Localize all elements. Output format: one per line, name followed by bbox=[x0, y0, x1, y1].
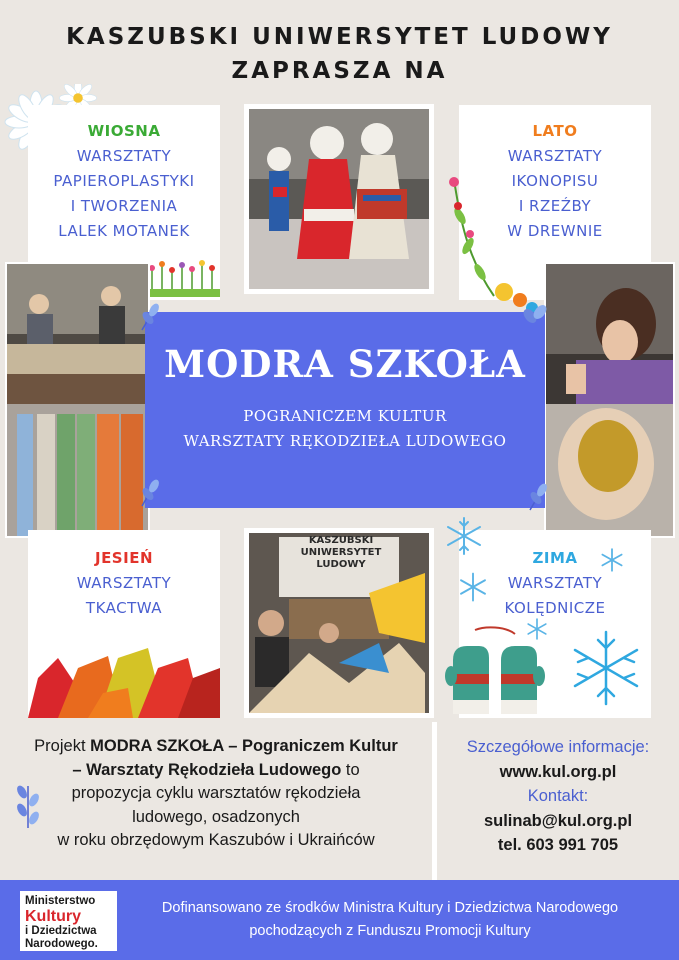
project-description bbox=[0, 735, 432, 867]
sign-line3: LUDOWY bbox=[316, 559, 366, 570]
spring-line3: I TWORZENIA bbox=[70, 197, 178, 215]
logo-line4: Narodowego. bbox=[25, 938, 98, 950]
snowflake-icon bbox=[444, 516, 484, 556]
contact-info bbox=[437, 735, 679, 858]
leaf-branch-icon bbox=[526, 482, 552, 512]
flower-branch-icon bbox=[446, 176, 546, 318]
page-header bbox=[0, 20, 679, 88]
tulip-flowers-icon bbox=[146, 257, 220, 297]
autumn-line2: TKACTWA bbox=[85, 599, 163, 617]
spring-line1: WARSZTATY bbox=[76, 147, 172, 165]
dolls-photo bbox=[244, 104, 434, 294]
winter-line1: WARSZTATY bbox=[507, 574, 603, 592]
winter-line2: KOLĘDNICZE bbox=[504, 599, 606, 617]
logo-line2: Kultury bbox=[25, 908, 81, 925]
summer-line3: I RZEŹBY bbox=[518, 197, 592, 215]
leaf-branch-icon bbox=[138, 302, 164, 332]
spring-name: WIOSNA bbox=[87, 122, 161, 140]
winter-name: ZIMA bbox=[532, 549, 578, 567]
snowflake-icon bbox=[566, 628, 646, 708]
desc-line5: w roku obrzędowym Kaszubów i Ukraińców bbox=[57, 831, 375, 849]
header-line2: ZAPRASZA NA bbox=[231, 58, 448, 84]
desc-bold2: – Warsztaty Rękodzieła Ludowego bbox=[72, 760, 342, 779]
spring-line2: PAPIEROPLASTYKI bbox=[53, 172, 195, 190]
sign-line1: KASZUBSKI bbox=[308, 535, 374, 546]
funding-note bbox=[130, 897, 650, 943]
ministry-logo bbox=[20, 891, 117, 951]
subtitle-line2: WARSZTATY RĘKODZIEŁA LUDOWEGO bbox=[183, 432, 507, 450]
subtitle-line1: POGRANICZEM KULTUR bbox=[243, 407, 447, 425]
header-line1: KASZUBSKI UNIWERSYTET LUDOWY bbox=[66, 24, 613, 50]
spring-line4: LALEK MOTANEK bbox=[58, 222, 190, 240]
desc-line4: ludowego, osadzonych bbox=[132, 807, 300, 826]
autumn-line1: WARSZTATY bbox=[76, 574, 172, 592]
leaf-branch-icon bbox=[520, 300, 550, 330]
desc-line3: propozycja cyklu warsztatów rękodzieła bbox=[71, 784, 361, 802]
icon-painting-photo bbox=[544, 262, 675, 538]
logo-line3: i Dziedzictwa bbox=[25, 925, 97, 937]
snowflake-icon bbox=[458, 572, 488, 602]
desc-p1: Projekt bbox=[34, 737, 91, 755]
website-link[interactable]: www.kul.org.pl bbox=[499, 762, 617, 781]
email-link[interactable]: sulinab@kul.org.pl bbox=[483, 811, 633, 830]
snowflake-icon bbox=[526, 618, 548, 640]
main-title: MODRA SZKOŁA bbox=[164, 342, 526, 386]
phone-number: tel. 603 991 705 bbox=[497, 836, 619, 854]
footer-line2: pochodzących z Funduszu Promocji Kultury bbox=[249, 923, 531, 939]
desc-p2: to bbox=[341, 760, 360, 779]
desc-bold1: MODRA SZKOŁA – Pograniczem Kultur bbox=[90, 737, 398, 755]
summer-line2: IKONOPISU bbox=[511, 172, 599, 190]
center-title-panel bbox=[145, 312, 545, 508]
photo-sign bbox=[286, 535, 396, 571]
contact-label: Kontakt: bbox=[527, 787, 589, 805]
summer-line4: W DREWNIE bbox=[507, 222, 603, 240]
snowflake-icon bbox=[600, 548, 624, 572]
summer-line1: WARSZTATY bbox=[507, 147, 603, 165]
logo-line1: Ministerstwo bbox=[25, 895, 96, 907]
autumn-card bbox=[28, 530, 220, 718]
weaving-photo bbox=[5, 262, 150, 538]
leaf-branch-icon bbox=[138, 478, 164, 508]
autumn-name: JESIEŃ bbox=[94, 549, 153, 567]
details-label: Szczegółowe informacje: bbox=[466, 738, 650, 756]
sign-line2: UNIWERSYTET bbox=[300, 547, 382, 558]
autumn-leaves-icon bbox=[28, 638, 220, 718]
footer bbox=[0, 880, 679, 960]
footer-line1: Dofinansowano ze środków Ministra Kultury i Dziedzictwa Narodowego bbox=[161, 900, 619, 916]
summer-name: LATO bbox=[532, 122, 578, 140]
